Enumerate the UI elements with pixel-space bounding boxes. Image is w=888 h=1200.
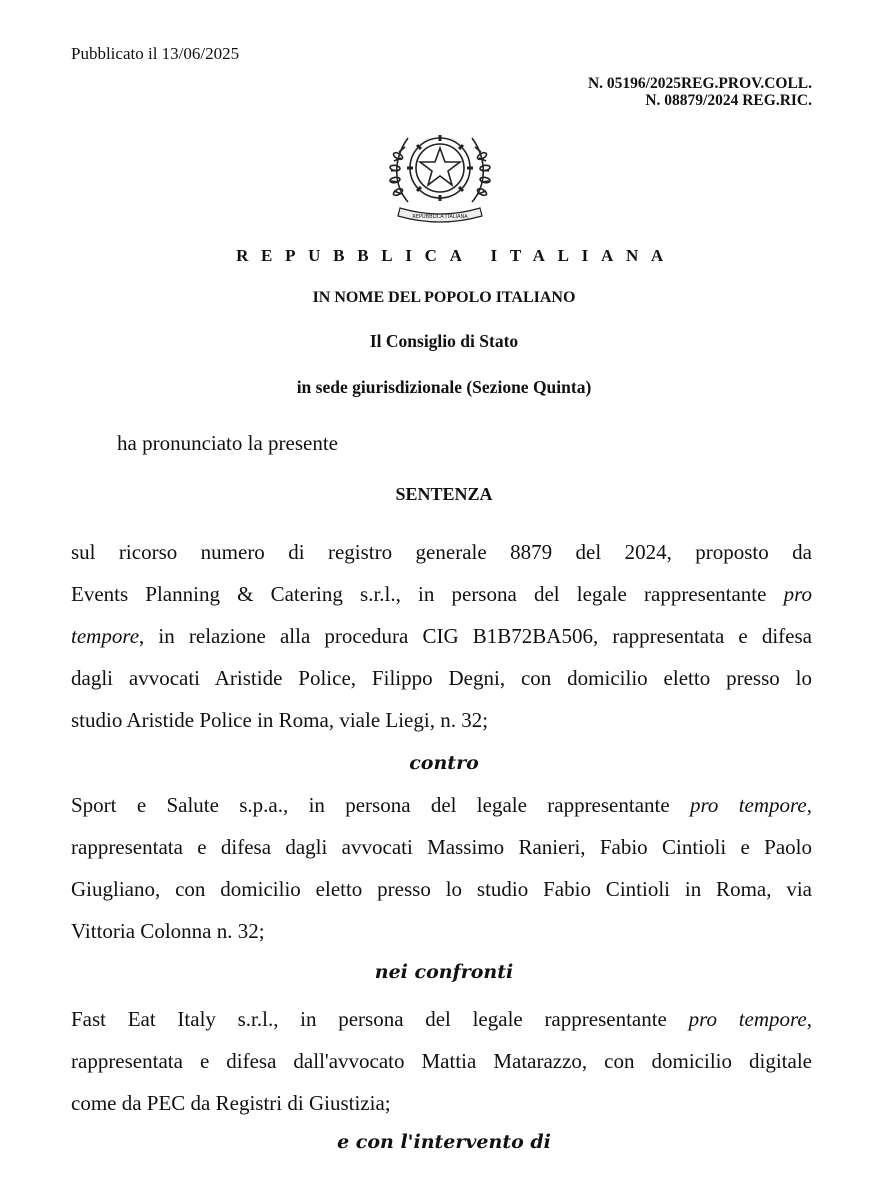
- text-line: dagli avvocati Aristide Police, Filippo Degni, con domicilio eletto presso lo: [71, 666, 812, 690]
- case-references: [588, 75, 812, 109]
- section-heading: in sede giurisdizionale (Sezione Quinta): [296, 377, 592, 397]
- text-line: studio Aristide Police in Roma, viale Liegi, n. 32;: [71, 708, 489, 732]
- text-line: Sport e Salute s.p.a., in persona del legale rappresentante pro tempore,: [71, 793, 812, 817]
- text-line: come da PEC da Registri di Giustizia;: [71, 1091, 391, 1115]
- ref-prov-coll: N. 05196/2025REG.PROV.COLL.: [587, 75, 812, 92]
- text-line: Giugliano, con domicilio eletto presso lo studio Fabio Cintioli in Roma, via: [71, 877, 812, 901]
- text-line: Events Planning & Catering s.r.l., in persona del legale rappresentante pro: [71, 582, 812, 606]
- court-heading: Il Consiglio di Stato: [369, 331, 519, 351]
- italian-republic-emblem-icon: [386, 116, 494, 226]
- intervento-heading: e con l'intervento di: [337, 1131, 551, 1153]
- text-line: Vittoria Colonna n. 32;: [71, 919, 265, 943]
- nei-confronti-heading: nei confronti: [374, 961, 514, 983]
- counterparty-paragraph: [71, 998, 812, 1124]
- svg-text:REPUBBLICA ITALIANA: REPUBBLICA ITALIANA: [412, 214, 468, 220]
- ref-reg-ric: N. 08879/2024 REG.RIC.: [645, 92, 812, 109]
- text-line: tempore, in relazione alla procedura CIG B1B72BA506, rappresentata e difesa: [71, 624, 812, 648]
- appellant-paragraph: [71, 531, 812, 741]
- text-line: rappresentata e difesa dagli avvocati Massimo Ranieri, Fabio Cintioli e Paolo: [71, 835, 812, 859]
- pronounced-text: ha pronunciato la presente: [117, 431, 338, 455]
- text-line: sul ricorso numero di registro generale 8879 del 2024, proposto da: [71, 540, 812, 564]
- document-type-heading: SENTENZA: [395, 484, 493, 504]
- publication-date: Pubblicato il 13/06/2025: [71, 44, 240, 63]
- republic-heading: REPUBBLICA ITALIANA: [236, 246, 676, 265]
- contro-heading: contro: [409, 752, 479, 774]
- respondent-paragraph: [71, 784, 812, 952]
- text-line: Fast Eat Italy s.r.l., in persona del legale rappresentante pro tempore,: [71, 1007, 812, 1031]
- text-line: rappresentata e difesa dall'avvocato Mattia Matarazzo, con domicilio digitale: [71, 1049, 812, 1073]
- in-name-heading: IN NOME DEL POPOLO ITALIANO: [312, 289, 576, 306]
